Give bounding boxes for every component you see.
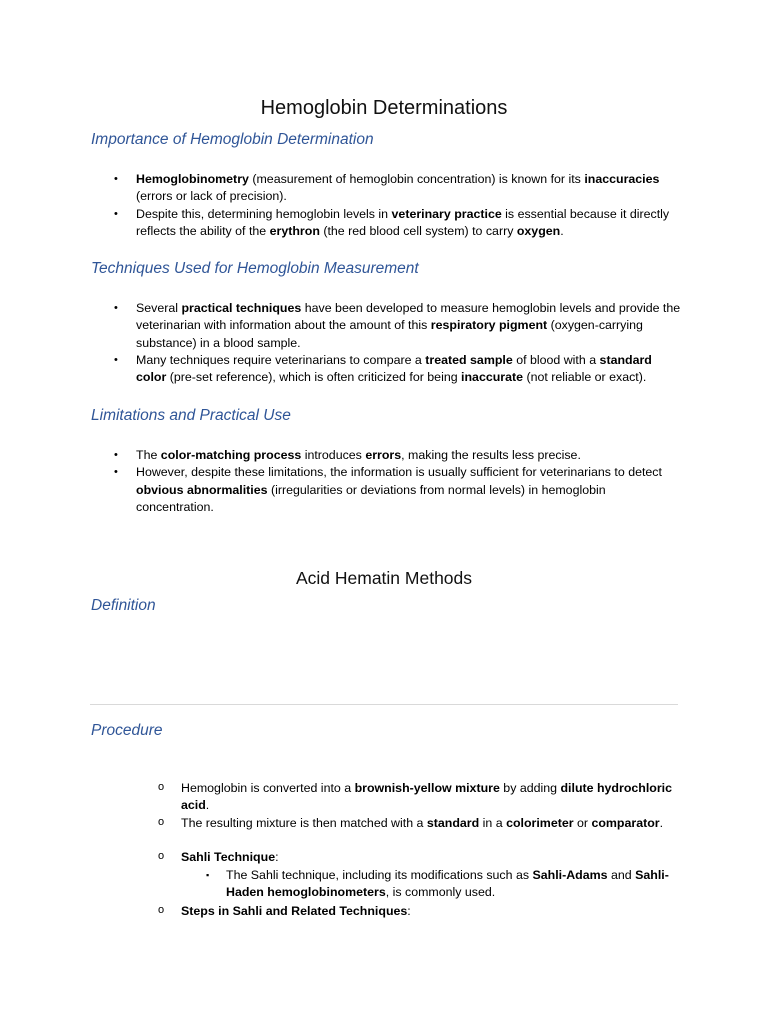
procedure-list bbox=[158, 780, 681, 832]
text-bold: obvious abnormalities bbox=[136, 482, 268, 497]
heading-techniques: Techniques Used for Hemoglobin Measurement bbox=[91, 260, 419, 277]
list-item bbox=[114, 206, 681, 241]
text-bold: errors bbox=[365, 448, 402, 462]
limitations-list bbox=[114, 447, 681, 516]
text-bold: inaccurate bbox=[461, 370, 524, 385]
circle-marker: o bbox=[158, 850, 165, 862]
list-item bbox=[114, 171, 681, 206]
text: in a bbox=[479, 815, 507, 830]
text: by adding bbox=[499, 781, 561, 795]
text-bold: respiratory pigment bbox=[430, 318, 548, 333]
text: have been developed to measure hemoglobin levels and provide the veterinarian with information about the amount of this bbox=[136, 301, 681, 333]
text: and bbox=[607, 868, 636, 882]
bullet-marker: • bbox=[114, 207, 118, 220]
text: of blood with a bbox=[512, 352, 600, 367]
text: . bbox=[205, 798, 210, 813]
bullet-marker: • bbox=[114, 173, 118, 185]
text: (errors or lack of precision). bbox=[136, 189, 287, 204]
text-bold: Sahli Technique bbox=[181, 850, 276, 864]
bullet-marker: • bbox=[114, 449, 118, 461]
section-title-acid-hematin: Acid Hematin Methods bbox=[295, 568, 473, 588]
text: Hemoglobin is converted into a bbox=[181, 781, 355, 795]
text: , making the results less precise. bbox=[401, 448, 581, 462]
text-bold: inaccuracies bbox=[584, 172, 660, 186]
list-item bbox=[158, 903, 681, 920]
circle-marker: o bbox=[158, 781, 165, 793]
text: (measurement of hemoglobin concentration) is known for its bbox=[248, 172, 585, 186]
text-bold: color-matching process bbox=[160, 448, 302, 462]
steps-list bbox=[158, 903, 681, 920]
text-bold: Steps in Sahli and Related Techniques bbox=[181, 904, 408, 918]
heading-definition: Definition bbox=[91, 597, 156, 614]
heading-importance: Importance of Hemoglobin Determination bbox=[91, 131, 374, 148]
horizontal-rule bbox=[90, 704, 678, 705]
text: Despite this, determining hemoglobin levels in bbox=[136, 206, 392, 221]
text: (pre-set reference), which is often criticized for being bbox=[166, 370, 462, 385]
list-item bbox=[206, 867, 676, 902]
list-item bbox=[158, 780, 681, 815]
text-bold: Sahli-Haden hemoglobinometers bbox=[226, 868, 669, 900]
circle-marker: o bbox=[158, 815, 165, 828]
text: is essential because it directly reflects the ability of the bbox=[136, 206, 670, 238]
text: : bbox=[275, 850, 279, 864]
text: . bbox=[659, 815, 664, 830]
techniques-list bbox=[114, 300, 681, 386]
text-bold: veterinary practice bbox=[391, 206, 502, 221]
square-marker: ▪ bbox=[206, 870, 210, 880]
text-bold: brownish-yellow mixture bbox=[354, 781, 500, 795]
text-bold: practical techniques bbox=[181, 301, 302, 315]
text-bold: colorimeter bbox=[506, 815, 574, 830]
heading-limitations: Limitations and Practical Use bbox=[91, 407, 291, 424]
text: (irregularities or deviations from normal levels) in hemoglobin concentration. bbox=[136, 482, 606, 514]
text: The bbox=[136, 448, 161, 462]
bullet-marker: • bbox=[114, 353, 118, 366]
text: , is commonly used. bbox=[385, 885, 496, 900]
text-bold: Sahli-Adams bbox=[532, 868, 608, 882]
bullet-marker: • bbox=[114, 466, 118, 479]
text: (not reliable or exact). bbox=[523, 370, 647, 385]
text-bold: standard bbox=[426, 815, 480, 830]
text: (oxygen-carrying substance) in a blood sample. bbox=[136, 318, 643, 350]
list-item bbox=[114, 352, 681, 387]
text: However, despite these limitations, the information is usually sufficient for veterinarians to detect bbox=[136, 465, 662, 480]
text-bold: dilute hydrochloric acid bbox=[181, 781, 673, 813]
text: or bbox=[573, 815, 592, 830]
text: The Sahli technique, including its modifications such as bbox=[226, 868, 533, 882]
text-bold: oxygen bbox=[516, 223, 561, 238]
text: Many techniques require veterinarians to compare a bbox=[136, 352, 426, 367]
text-bold: standard color bbox=[136, 352, 652, 385]
list-item bbox=[158, 849, 681, 866]
list-item bbox=[158, 815, 681, 832]
text: introduces bbox=[301, 448, 366, 462]
text-bold: Hemoglobinometry bbox=[136, 172, 249, 186]
heading-procedure: Procedure bbox=[91, 722, 163, 739]
bullet-marker: • bbox=[114, 302, 118, 314]
circle-marker: o bbox=[158, 904, 165, 916]
sahli-sublist bbox=[206, 867, 676, 902]
text-bold: treated sample bbox=[425, 352, 513, 367]
text-bold: erythron bbox=[269, 223, 320, 238]
list-item bbox=[114, 300, 681, 352]
text: . bbox=[560, 223, 564, 238]
text-bold: comparator bbox=[591, 815, 660, 830]
text: : bbox=[407, 904, 411, 918]
page-title: Hemoglobin Determinations bbox=[260, 97, 508, 119]
text: The resulting mixture is then matched with a bbox=[181, 815, 427, 830]
text: Several bbox=[136, 301, 182, 315]
list-item bbox=[114, 447, 681, 464]
sahli-list bbox=[158, 849, 681, 866]
text: (the red blood cell system) to carry bbox=[319, 223, 517, 238]
importance-list bbox=[114, 171, 681, 240]
list-item bbox=[114, 464, 681, 516]
